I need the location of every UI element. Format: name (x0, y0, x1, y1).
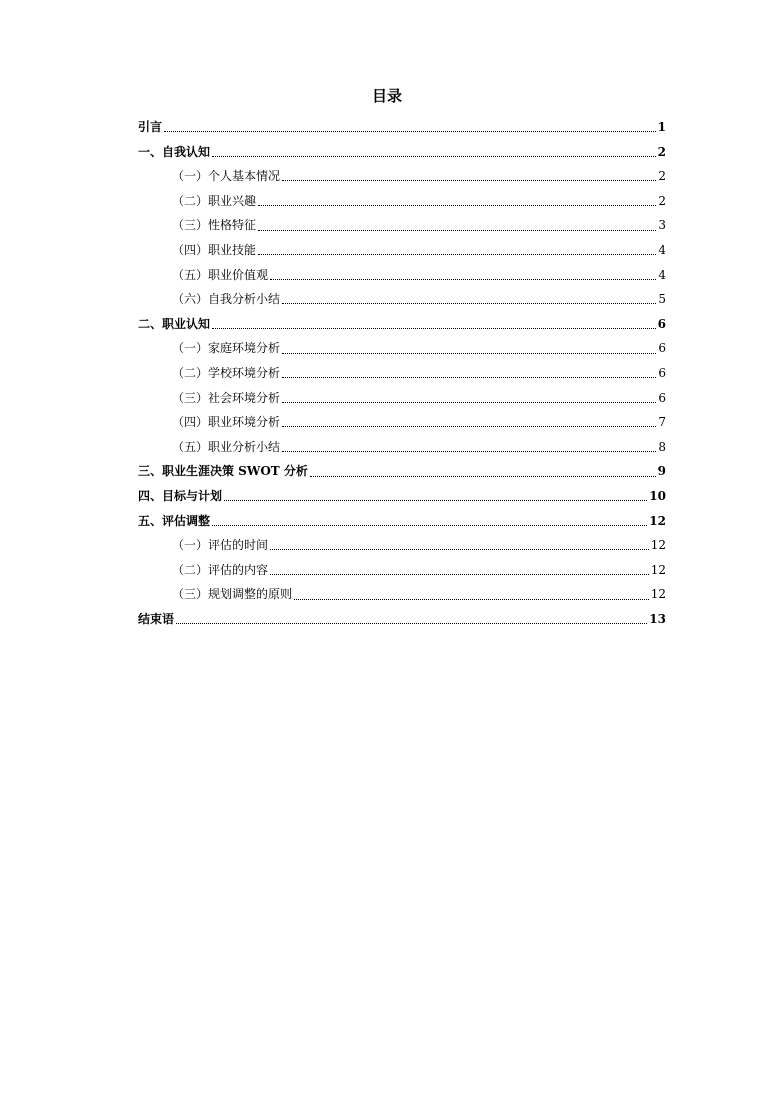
toc-entry[interactable] (138, 533, 666, 558)
toc-entry-page-number: 2 (658, 169, 666, 184)
toc-entry-label: （三）规划调整的原则 (172, 587, 293, 602)
toc-title: 目录 (371, 87, 402, 105)
toc-entry-label: （四）职业技能 (172, 242, 257, 257)
toc-entry-page-number: 12 (650, 538, 666, 553)
toc-entry-page-number: 8 (658, 439, 666, 454)
toc-entry[interactable] (138, 361, 666, 386)
toc-entry[interactable] (138, 164, 666, 189)
toc-entry-page-number: 6 (658, 341, 666, 356)
toc-entry[interactable] (138, 484, 666, 509)
toc-entry-page-number: 10 (649, 488, 666, 503)
toc-entry-page-number: 13 (649, 611, 666, 626)
toc-entry[interactable] (138, 509, 666, 534)
toc-entry-page-number: 9 (657, 464, 666, 479)
toc-entry-label: （一）评估的时间 (172, 538, 269, 553)
toc-entry[interactable] (138, 410, 666, 435)
toc-entry-label: 引言 (138, 120, 163, 134)
toc-entry-label: （一）个人基本情况 (172, 169, 281, 184)
toc-entry[interactable] (138, 336, 666, 361)
toc-dot-leader (282, 179, 656, 181)
toc-entry[interactable] (138, 459, 666, 484)
toc-entry[interactable] (138, 558, 666, 583)
toc-dot-leader (282, 352, 656, 354)
toc-entry-label: （二）职业兴趣 (172, 193, 257, 208)
toc-entry-label: 四、目标与计划 (138, 488, 223, 503)
toc-entry-label: （四）职业环境分析 (172, 415, 281, 430)
toc-dot-leader (164, 130, 656, 132)
toc-entry-label: 三、职业生涯决策 SWOT 分析 (138, 464, 308, 479)
toc-entry[interactable] (138, 386, 666, 411)
toc-entry[interactable] (138, 140, 666, 165)
toc-entry-label: （三）性格特征 (172, 218, 257, 233)
toc-entry-page-number: 1 (657, 120, 666, 134)
toc-entry-page-number: 4 (658, 267, 666, 282)
toc-entry[interactable] (138, 189, 666, 214)
toc-dot-leader (212, 524, 647, 526)
toc-dot-leader (258, 229, 656, 231)
toc-entry-label: 结束语 (138, 611, 175, 626)
toc-entry-label: 一、自我认知 (138, 144, 211, 159)
toc-entry-label: （一）家庭环境分析 (172, 341, 281, 356)
toc-entry[interactable] (138, 582, 666, 607)
toc-entry-page-number: 2 (658, 193, 666, 208)
toc-entry-page-number: 5 (658, 292, 666, 307)
toc-list (138, 115, 666, 631)
toc-entry-page-number: 12 (650, 562, 666, 577)
toc-entry-page-number: 12 (649, 513, 666, 528)
toc-entry[interactable] (138, 238, 666, 263)
toc-dot-leader (282, 401, 656, 403)
toc-entry-page-number: 2 (657, 144, 666, 159)
toc-dot-leader (310, 475, 656, 477)
toc-dot-leader (212, 155, 656, 157)
toc-dot-leader (224, 499, 647, 501)
toc-entry-page-number: 6 (657, 316, 666, 331)
toc-entry-page-number: 7 (658, 415, 666, 430)
toc-dot-leader (270, 573, 649, 575)
toc-dot-leader (282, 425, 656, 427)
toc-dot-leader (258, 204, 656, 206)
toc-dot-leader (282, 450, 656, 452)
toc-entry[interactable] (138, 607, 666, 632)
toc-dot-leader (294, 598, 649, 600)
toc-entry-page-number: 3 (658, 218, 666, 233)
toc-dot-leader (270, 278, 656, 280)
toc-entry-label: （六）自我分析小结 (172, 292, 281, 307)
toc-entry-page-number: 6 (658, 390, 666, 405)
toc-entry-label: （二）学校环境分析 (172, 365, 281, 380)
toc-dot-leader (282, 302, 656, 304)
toc-entry-page-number: 6 (658, 365, 666, 380)
toc-entry[interactable] (138, 312, 666, 337)
toc-entry-label: （五）职业价值观 (172, 267, 269, 282)
toc-entry-page-number: 12 (650, 587, 666, 602)
toc-dot-leader (176, 622, 647, 624)
toc-entry[interactable] (138, 213, 666, 238)
toc-entry[interactable] (138, 115, 666, 140)
toc-entry-label: 五、评估调整 (138, 513, 211, 528)
toc-dot-leader (258, 253, 656, 255)
toc-entry[interactable] (138, 435, 666, 460)
toc-entry-label: 二、职业认知 (138, 316, 211, 331)
toc-dot-leader (212, 327, 656, 329)
toc-dot-leader (270, 548, 649, 550)
toc-entry-page-number: 4 (658, 242, 666, 257)
toc-entry-label: （五）职业分析小结 (172, 439, 281, 454)
toc-entry-label: （二）评估的内容 (172, 562, 269, 577)
toc-entry[interactable] (138, 287, 666, 312)
toc-entry-label: （三）社会环境分析 (172, 390, 281, 405)
toc-entry[interactable] (138, 263, 666, 288)
toc-dot-leader (282, 376, 656, 378)
